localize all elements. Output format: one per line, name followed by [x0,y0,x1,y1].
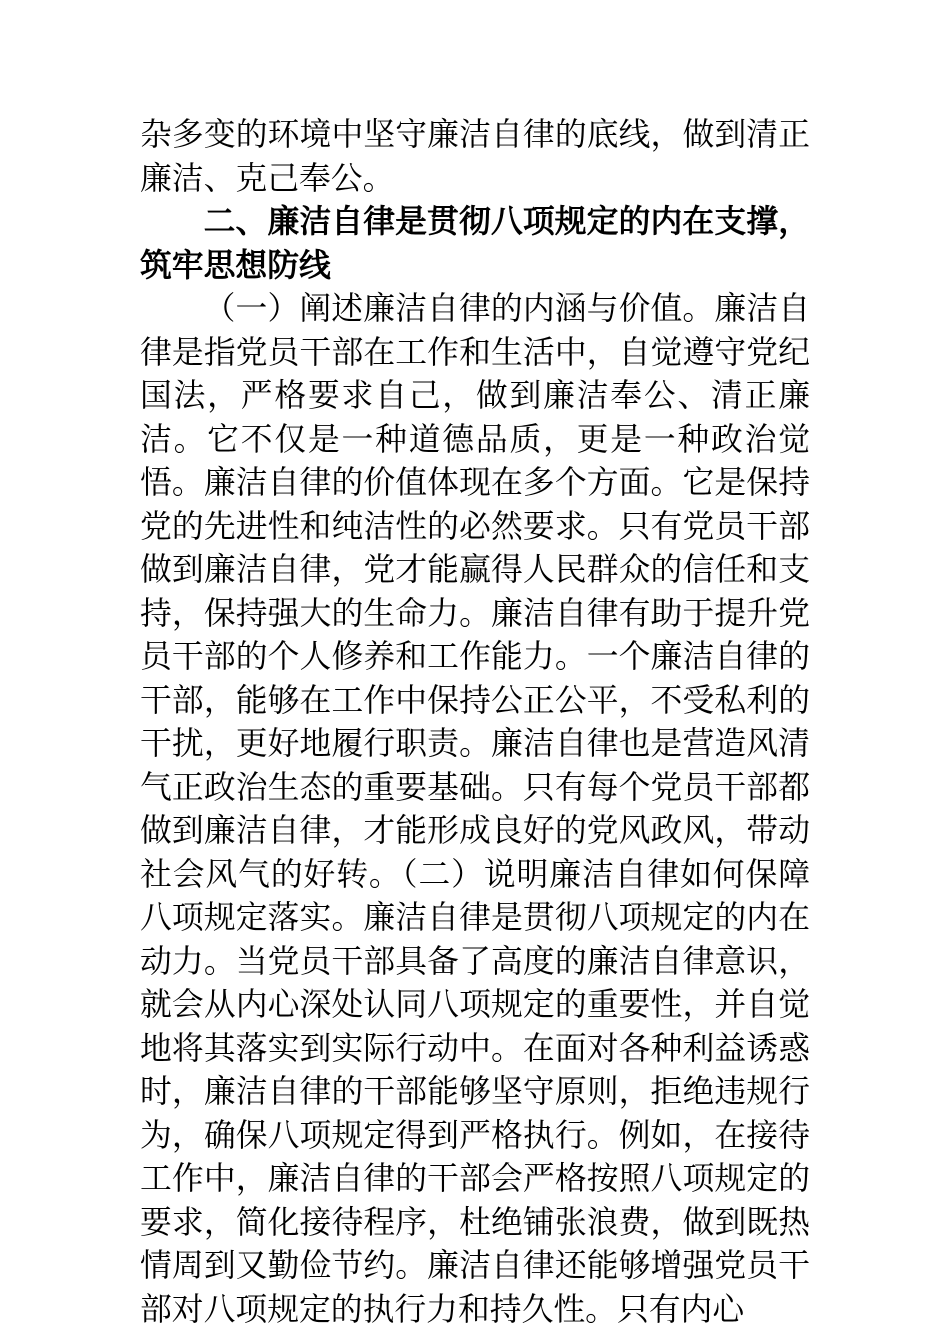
document-text-column [140,113,810,1331]
section-heading-two: 二、廉洁自律是贯彻八项规定的内在支撑，筑牢思想防线 [140,203,810,284]
paragraph-continuation-opening: 杂多变的环境中坚守廉洁自律的底线，做到清正廉洁、克己奉公。 [140,116,810,197]
paragraph-subsection-one: （一）阐述廉洁自律的内涵与价值。廉洁自律是指党员干部在工作和生活中，自觉遵守党纪国法，严格要求自己，做到廉洁奉公、清正廉洁。它不仅是一种道德品质，更是一种政治觉悟。廉洁自律的价值体现在多个方面。它是保持党的先进性和纯洁性的必然要求。只有党员干部做到廉洁自律，党才能赢得人民群众的信任和支持，保持强大的生命力。廉洁自律有助于提升党员干部的个人修养和工作能力。一个廉洁自律的干部，能够在工作中保持公正公平，不受私利的干扰，更好地履行职责。廉洁自律也是营造风清气正政治生态的重要基础。只有每个党员干部都做到廉洁自律，才能形成良好的党风政风，带动社会风气的好转。（二）说明廉洁自律如何保障八项规定落实。廉洁自律是贯彻八项规定的内在动力。当党员干部具备了高度的廉洁自律意识，就会从内心深处认同八项规定的重要性，并自觉地将其落实到实际行动中。在面对各种利益诱惑时，廉洁自律的干部能够坚守原则，拒绝违规行为，确保八项规定得到严格执行。例如，在接待工作中，廉洁自律的干部会严格按照八项规定的要求，简化接待程序，杜绝铺张浪费，做到既热情周到又勤俭节约。廉洁自律还能够增强党员干部对八项规定的执行力和持久性。只有内心 [140,290,810,1328]
